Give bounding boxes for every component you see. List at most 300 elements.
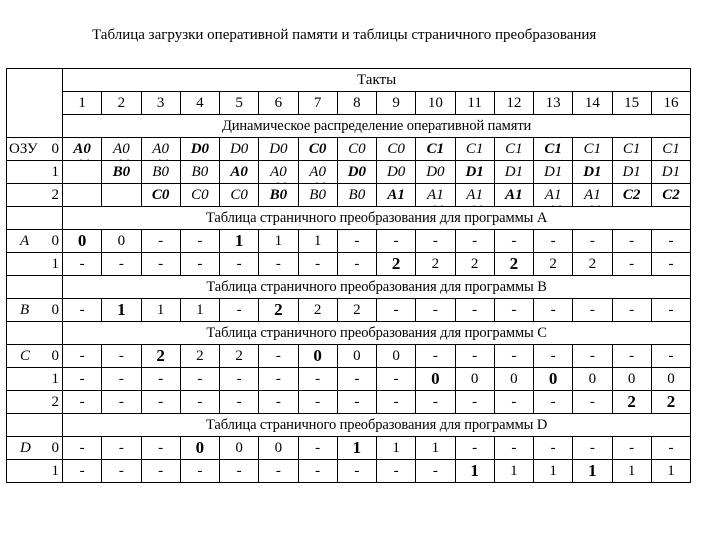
cell-value: B0	[152, 163, 169, 180]
section-title-row	[7, 207, 691, 230]
program-d-row-1	[7, 460, 691, 483]
takty-header: Такты	[63, 69, 691, 92]
program-c-row-0	[7, 345, 691, 368]
grid-cell	[455, 253, 494, 276]
grid-cell	[416, 391, 455, 414]
cell-value: -	[158, 439, 164, 456]
grid-cell	[102, 368, 141, 391]
grid-cell	[298, 437, 337, 460]
section-title: Таблица страничного преобразования для программы С	[63, 322, 691, 345]
grid-cell	[141, 230, 180, 253]
cell-value: -	[550, 301, 556, 318]
tick-15: 15	[612, 92, 651, 115]
grid-cell	[63, 138, 102, 161]
cell-value: C1	[583, 140, 602, 157]
cell-value: -	[158, 462, 164, 479]
cell-value: -	[629, 301, 635, 318]
grid-cell	[377, 391, 416, 414]
grid-cell	[573, 299, 612, 322]
grid-cell	[377, 138, 416, 161]
grid-cell	[259, 253, 298, 276]
cell-value: -	[79, 439, 85, 456]
grid-cell	[494, 230, 533, 253]
grid-cell	[141, 184, 180, 207]
row-label-cell	[7, 138, 63, 161]
grid-cell	[298, 253, 337, 276]
cell-value: -	[629, 232, 635, 249]
grid-cell	[180, 161, 219, 184]
cell-value: -	[79, 462, 85, 479]
grid-cell	[494, 345, 533, 368]
cell-value: B0	[269, 186, 288, 203]
grid-cell	[259, 437, 298, 460]
grid-cell	[651, 368, 690, 391]
dynamic-title-row	[7, 115, 691, 138]
grid-cell	[455, 460, 494, 483]
cell-value: -	[589, 393, 595, 410]
grid-cell	[63, 437, 102, 460]
grid-cell	[573, 184, 612, 207]
cell-value: -	[393, 301, 399, 318]
cell-value: 2	[627, 392, 636, 411]
grid-cell	[220, 161, 259, 184]
grid-cell	[651, 230, 690, 253]
cell-value: -	[158, 255, 164, 272]
cell-value: 2	[509, 254, 519, 273]
program-c-row-2	[7, 391, 691, 414]
cell-value: C0	[308, 140, 327, 157]
grid-cell	[141, 345, 180, 368]
row-index: 1	[51, 371, 59, 387]
cell-value: D0	[386, 163, 406, 180]
cell-value: -	[354, 393, 360, 410]
cell-value: 2	[549, 255, 557, 272]
cell-value: -	[550, 232, 556, 249]
grid-cell	[180, 391, 219, 414]
row-label-cell	[7, 460, 63, 483]
grid-cell	[651, 345, 690, 368]
cell-value: 1	[352, 438, 362, 457]
grid-cell	[220, 391, 259, 414]
section-title-row	[7, 414, 691, 437]
cell-value: D1	[583, 163, 602, 180]
cell-value: A0	[152, 140, 169, 157]
cell-value: -	[511, 347, 517, 364]
grid-cell	[180, 230, 219, 253]
grid-cell	[63, 345, 102, 368]
grid-cell	[180, 253, 219, 276]
cell-value: -	[79, 370, 85, 387]
grid-cell	[651, 391, 690, 414]
grid-cell	[612, 138, 651, 161]
grid-cell	[534, 437, 573, 460]
cell-value: -	[432, 462, 438, 479]
row-index: 1	[51, 164, 59, 180]
grid-cell	[259, 345, 298, 368]
grid-cell	[494, 161, 533, 184]
grid-cell	[337, 299, 376, 322]
grid-cell	[494, 368, 533, 391]
grid-cell	[337, 253, 376, 276]
grid-cell	[455, 184, 494, 207]
grid-cell	[534, 138, 573, 161]
tick-16: 16	[651, 92, 690, 115]
cell-value: 1	[196, 301, 204, 318]
cell-value: 0	[195, 438, 205, 457]
grid-cell	[416, 368, 455, 391]
grid-cell	[612, 368, 651, 391]
cell-value: C1	[544, 140, 562, 157]
grid-cell	[259, 161, 298, 184]
row-index: 2	[51, 394, 59, 410]
cell-value: 1	[274, 232, 283, 249]
grid-cell	[298, 161, 337, 184]
grid-cell	[416, 460, 455, 483]
cell-value: -	[197, 232, 203, 249]
grid-cell	[651, 460, 690, 483]
grid-cell	[534, 345, 573, 368]
cell-value: -	[118, 370, 124, 387]
grid-cell	[220, 368, 259, 391]
grid-cell	[612, 299, 651, 322]
tick-3: 3	[141, 92, 180, 115]
grid-cell	[337, 184, 376, 207]
cell-value: 0	[548, 369, 558, 388]
cell-value: -	[236, 393, 242, 410]
cell-value: 0	[667, 370, 675, 387]
cell-value: -	[79, 301, 85, 318]
cell-value: -	[550, 439, 556, 456]
cell-value: D1	[504, 163, 524, 180]
row-label-cell	[7, 184, 63, 207]
program-d-row-0	[7, 437, 691, 460]
grid-cell	[416, 138, 455, 161]
program-a-row-1	[7, 253, 691, 276]
grid-cell	[337, 460, 376, 483]
cell-value: -	[315, 439, 321, 456]
cell-value: -	[550, 393, 556, 410]
grid-cell	[102, 138, 141, 161]
cell-value: -	[354, 370, 360, 387]
grid-cell	[102, 437, 141, 460]
grid-cell	[220, 253, 259, 276]
cell-value: D1	[661, 163, 681, 180]
cell-value: -	[629, 255, 635, 272]
grid-cell	[416, 161, 455, 184]
grid-cell	[337, 391, 376, 414]
tick-9: 9	[377, 92, 416, 115]
cell-value: -	[275, 462, 281, 479]
cell-value: -	[79, 347, 85, 364]
cell-value: -	[275, 370, 281, 387]
ticks-row	[7, 92, 691, 115]
cell-value: -	[589, 301, 595, 318]
section-title-row	[7, 276, 691, 299]
grid-cell	[298, 345, 337, 368]
grid-cell	[180, 368, 219, 391]
tick-10: 10	[416, 92, 455, 115]
cell-value: 0	[470, 370, 479, 387]
grid-cell	[651, 437, 690, 460]
cell-value: 1	[156, 301, 165, 318]
tick-14: 14	[573, 92, 612, 115]
grid-cell	[494, 299, 533, 322]
cell-value: -	[550, 347, 556, 364]
grid-cell	[220, 230, 259, 253]
grid-cell	[494, 437, 533, 460]
tick-13: 13	[534, 92, 573, 115]
cell-value: -	[432, 393, 438, 410]
ozu-row-0	[7, 138, 691, 161]
row-index: 0	[51, 348, 59, 364]
row-label: D	[20, 440, 31, 456]
grid-cell	[534, 230, 573, 253]
grid-cell	[298, 391, 337, 414]
grid-cell	[63, 368, 102, 391]
cell-value: B0	[191, 163, 209, 180]
section-title-row	[7, 322, 691, 345]
cell-value: -	[158, 393, 164, 410]
grid-cell	[63, 253, 102, 276]
cell-value: A1	[387, 186, 405, 203]
grid-cell	[455, 391, 494, 414]
row-label-cell	[7, 299, 63, 322]
memory-table-body	[7, 69, 691, 483]
cell-value: -	[197, 370, 203, 387]
cell-value: -	[118, 462, 124, 479]
grid-cell	[220, 299, 259, 322]
row-index: 0	[51, 141, 59, 157]
cell-value: C1	[662, 140, 680, 157]
tick-8: 8	[337, 92, 376, 115]
tick-1: 1	[63, 92, 102, 115]
program-c-row-1	[7, 368, 691, 391]
grid-cell	[63, 391, 102, 414]
section-title-label-cell	[7, 207, 63, 230]
cell-value: A0	[113, 140, 130, 157]
grid-cell	[141, 138, 180, 161]
cell-value: -	[354, 232, 360, 249]
cell-value: D1	[622, 163, 641, 180]
grid-cell	[180, 138, 219, 161]
grid-cell	[455, 138, 494, 161]
ozu-row-2	[7, 184, 691, 207]
cell-value: 0	[588, 370, 597, 387]
grid-cell	[455, 437, 494, 460]
takty-row	[7, 69, 691, 92]
cell-value: -	[432, 301, 438, 318]
cell-value: 1	[431, 439, 440, 456]
section-title-label-cell	[7, 414, 63, 437]
cell-value: 2	[470, 255, 479, 272]
cell-value: 0	[431, 369, 440, 388]
grid-cell	[494, 391, 533, 414]
cell-value: -	[472, 347, 478, 364]
grid-cell	[337, 368, 376, 391]
tick-7: 7	[298, 92, 337, 115]
grid-cell	[573, 161, 612, 184]
cell-value: C1	[505, 140, 523, 157]
cell-value: 2	[313, 301, 322, 318]
grid-cell	[573, 253, 612, 276]
cell-value: D0	[269, 140, 288, 157]
cell-value: -	[393, 370, 399, 387]
grid-cell	[220, 345, 259, 368]
cell-value: C0	[387, 140, 405, 157]
grid-cell	[63, 161, 102, 184]
row-index: 2	[51, 187, 59, 203]
grid-cell	[377, 230, 416, 253]
grid-cell	[259, 460, 298, 483]
grid-cell	[416, 345, 455, 368]
cell-value: 2	[353, 301, 361, 318]
grid-cell	[377, 299, 416, 322]
row-label-cell	[7, 345, 63, 368]
cell-value: 0	[510, 370, 518, 387]
grid-cell	[141, 161, 180, 184]
grid-cell	[180, 299, 219, 322]
cell-value: 0	[353, 347, 361, 364]
row-index: 0	[51, 440, 59, 456]
grid-cell	[102, 161, 141, 184]
cell-value: -	[511, 232, 517, 249]
cell-value: 2	[274, 300, 283, 319]
grid-cell	[573, 460, 612, 483]
cell-value: -	[354, 462, 360, 479]
grid-cell	[220, 437, 259, 460]
cell-value: 0	[274, 439, 283, 456]
cell-value: 0	[117, 232, 126, 249]
grid-cell	[259, 138, 298, 161]
cell-value: -	[275, 347, 281, 364]
grid-cell	[259, 184, 298, 207]
cell-value: -	[354, 255, 360, 272]
grid-cell	[377, 460, 416, 483]
grid-cell	[298, 460, 337, 483]
grid-cell	[141, 460, 180, 483]
cell-value: 1	[234, 231, 244, 250]
cell-value: -	[118, 255, 124, 272]
grid-cell	[534, 253, 573, 276]
cell-value: 1	[588, 461, 597, 480]
cell-value: -	[315, 462, 321, 479]
cell-value: D1	[465, 163, 484, 180]
cell-value: C2	[622, 186, 641, 203]
cell-value: -	[511, 439, 517, 456]
grid-cell	[298, 299, 337, 322]
cell-value: 1	[392, 439, 400, 456]
cell-value: 2	[391, 254, 401, 273]
grid-cell	[63, 184, 102, 207]
grid-cell	[377, 161, 416, 184]
cell-value: B0	[112, 163, 131, 180]
grid-cell	[573, 437, 612, 460]
grid-cell	[102, 460, 141, 483]
grid-cell	[494, 184, 533, 207]
grid-cell	[180, 184, 219, 207]
cell-value: -	[315, 370, 321, 387]
row-index: 0	[51, 302, 59, 318]
cell-value: 1	[667, 462, 675, 479]
row-label-cell	[7, 230, 63, 253]
cell-value: -	[589, 232, 595, 249]
grid-cell	[416, 253, 455, 276]
row-index: 0	[51, 233, 59, 249]
grid-cell	[416, 299, 455, 322]
tick-5: 5	[220, 92, 259, 115]
row-index: 1	[51, 256, 59, 272]
grid-cell	[455, 230, 494, 253]
grid-cell	[612, 230, 651, 253]
grid-cell	[377, 437, 416, 460]
grid-cell	[455, 345, 494, 368]
grid-cell	[651, 161, 690, 184]
cell-value: -	[668, 439, 674, 456]
grid-cell	[534, 184, 573, 207]
grid-cell	[573, 391, 612, 414]
grid-cell	[377, 368, 416, 391]
cell-value: -	[432, 347, 438, 364]
grid-cell	[651, 138, 690, 161]
grid-cell	[63, 230, 102, 253]
cell-value: -	[472, 393, 478, 410]
section-title-label-cell	[7, 276, 63, 299]
cell-value: -	[197, 462, 203, 479]
cell-value: -	[668, 232, 674, 249]
row-label-cell	[7, 391, 63, 414]
cell-value: 2	[431, 255, 440, 272]
grid-cell	[612, 391, 651, 414]
corner-cell	[7, 69, 63, 138]
section-title-label-cell	[7, 322, 63, 345]
memory-table	[6, 68, 691, 483]
grid-cell	[298, 230, 337, 253]
grid-cell	[651, 253, 690, 276]
grid-cell	[337, 161, 376, 184]
grid-cell	[377, 253, 416, 276]
cell-value: -	[472, 439, 478, 456]
row-label: A	[20, 233, 30, 249]
cell-value: A1	[505, 186, 523, 203]
grid-cell	[180, 460, 219, 483]
cell-value: -	[393, 462, 399, 479]
grid-cell	[612, 161, 651, 184]
row-label: C	[20, 348, 31, 364]
grid-cell	[573, 138, 612, 161]
cell-value: -	[668, 301, 674, 318]
grid-cell	[298, 138, 337, 161]
grid-cell	[220, 184, 259, 207]
grid-cell	[102, 391, 141, 414]
grid-cell	[377, 345, 416, 368]
grid-cell	[612, 460, 651, 483]
cell-value: -	[629, 439, 635, 456]
cell-value: -	[236, 462, 242, 479]
cell-value: D1	[543, 163, 563, 180]
cell-value: -	[668, 347, 674, 364]
cell-value: 2	[666, 392, 676, 411]
cell-value: -	[668, 255, 674, 272]
cell-value: 0	[313, 346, 322, 365]
cell-value: -	[158, 370, 164, 387]
cell-value: D0	[229, 140, 249, 157]
row-label-cell	[7, 368, 63, 391]
cell-value: 1	[470, 461, 479, 480]
cell-value: 0	[77, 231, 87, 250]
grid-cell	[141, 299, 180, 322]
row-label: ОЗУ	[9, 141, 38, 157]
cell-value: -	[511, 301, 517, 318]
